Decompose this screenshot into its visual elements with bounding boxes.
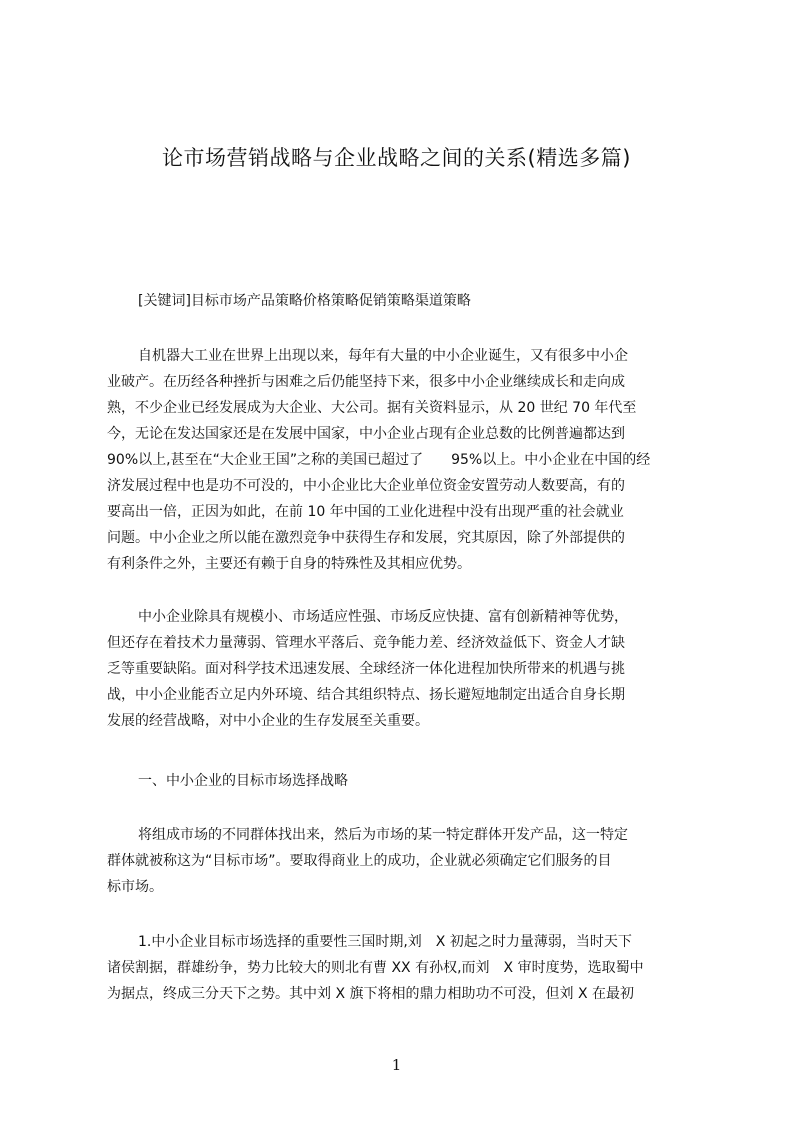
section-heading: 一、中小企业的目标市场选择战略 — [138, 773, 348, 789]
paragraph-line: 要高出一倍，正因为如此，在前 10 年中国的工业化进程中没有出现严重的社会就业 — [107, 504, 624, 520]
paragraph-line: 问题。中小企业之所以能在激烈竞争中获得生存和发展，究其原因，除了外部提供的 — [107, 530, 625, 546]
paragraph-line: 业破产。在历经各种挫折与困难之后仍能坚持下来，很多中小企业继续成长和走向成 — [107, 374, 625, 390]
keywords-line — [107, 288, 699, 314]
paragraph-line: 乏等重要缺陷。面对科学技术迅速发展、全球经济一体化进程加快所带来的机遇与挑 — [107, 661, 625, 677]
paragraph-line: 中小企业除具有规模小、市场适应性强、市场反应快捷、富有创新精神等优势， — [138, 609, 628, 625]
paragraph-line: 为据点，终成三分天下之势。其中刘 X 旗下将相的鼎力相助功不可没，但刘 X 在最初 — [107, 986, 634, 1002]
section-heading-1 — [107, 768, 699, 794]
paragraph-line: 有利条件之外，主要还有赖于自身的特殊性及其相应优势。 — [107, 556, 471, 572]
paragraph-line: 济发展过程中也是功不可没的，中小企业比大企业单位资金安置劳动人数要高，有的 — [107, 478, 625, 494]
paragraph-1 — [107, 343, 699, 577]
paragraph-line: 标市场。 — [107, 879, 163, 895]
paragraph-line: 群体就被称这为“目标市场”。要取得商业上的成功，企业就必须确定它们服务的目 — [107, 853, 612, 869]
paragraph-line: 今，无论在发达国家还是在发展中国家，中小企业占现有企业总数的比例普遍都达到 — [107, 426, 625, 442]
paragraph-3 — [107, 822, 699, 900]
paragraph-4 — [107, 929, 699, 1007]
keywords-text: [关键词]目标市场产品策略价格策略促销策略渠道策略 — [138, 293, 471, 309]
page-number: 1 — [391, 1056, 402, 1074]
document-title: 论市场营销战略与企业战略之间的关系(精选多篇) — [162, 146, 631, 170]
paragraph-line: 自机器大工业在世界上出现以来，每年有大量的中小企业诞生，又有很多中小企 — [138, 348, 628, 364]
paragraph-line: 90%以上,甚至在“大企业王国”之称的美国已超过了 95%以上。中小企业在中国的经 — [107, 452, 651, 468]
paragraph-line: 诸侯割据，群雄纷争，势力比较大的则北有曹 XX 有孙权,而刘 X 审时度势，选取蜀中 — [107, 960, 644, 976]
paragraph-line: 战，中小企业能否立足内外环境、结合其组织特点、扬长避短地制定出适合自身长期 — [107, 687, 625, 703]
paragraph-line: 但还存在着技术力量薄弱、管理水平落后、竞争能力差、经济效益低下、资金人才缺 — [107, 635, 625, 651]
paragraph-line: 发展的经营战略，对中小企业的生存发展至关重要。 — [107, 713, 429, 729]
paragraph-line: 1.中小企业目标市场选择的重要性三国时期,刘 X 初起之时力量薄弱，当时天下 — [138, 934, 632, 950]
paragraph-line: 将组成市场的不同群体找出来，然后为市场的某一特定群体开发产品，这一特定 — [138, 827, 628, 843]
paragraph-line: 熟，不少企业已经发展成为大企业、大公司。据有关资料显示，从 20 世纪 70 年代至 — [107, 400, 637, 416]
paragraph-2 — [107, 604, 699, 734]
